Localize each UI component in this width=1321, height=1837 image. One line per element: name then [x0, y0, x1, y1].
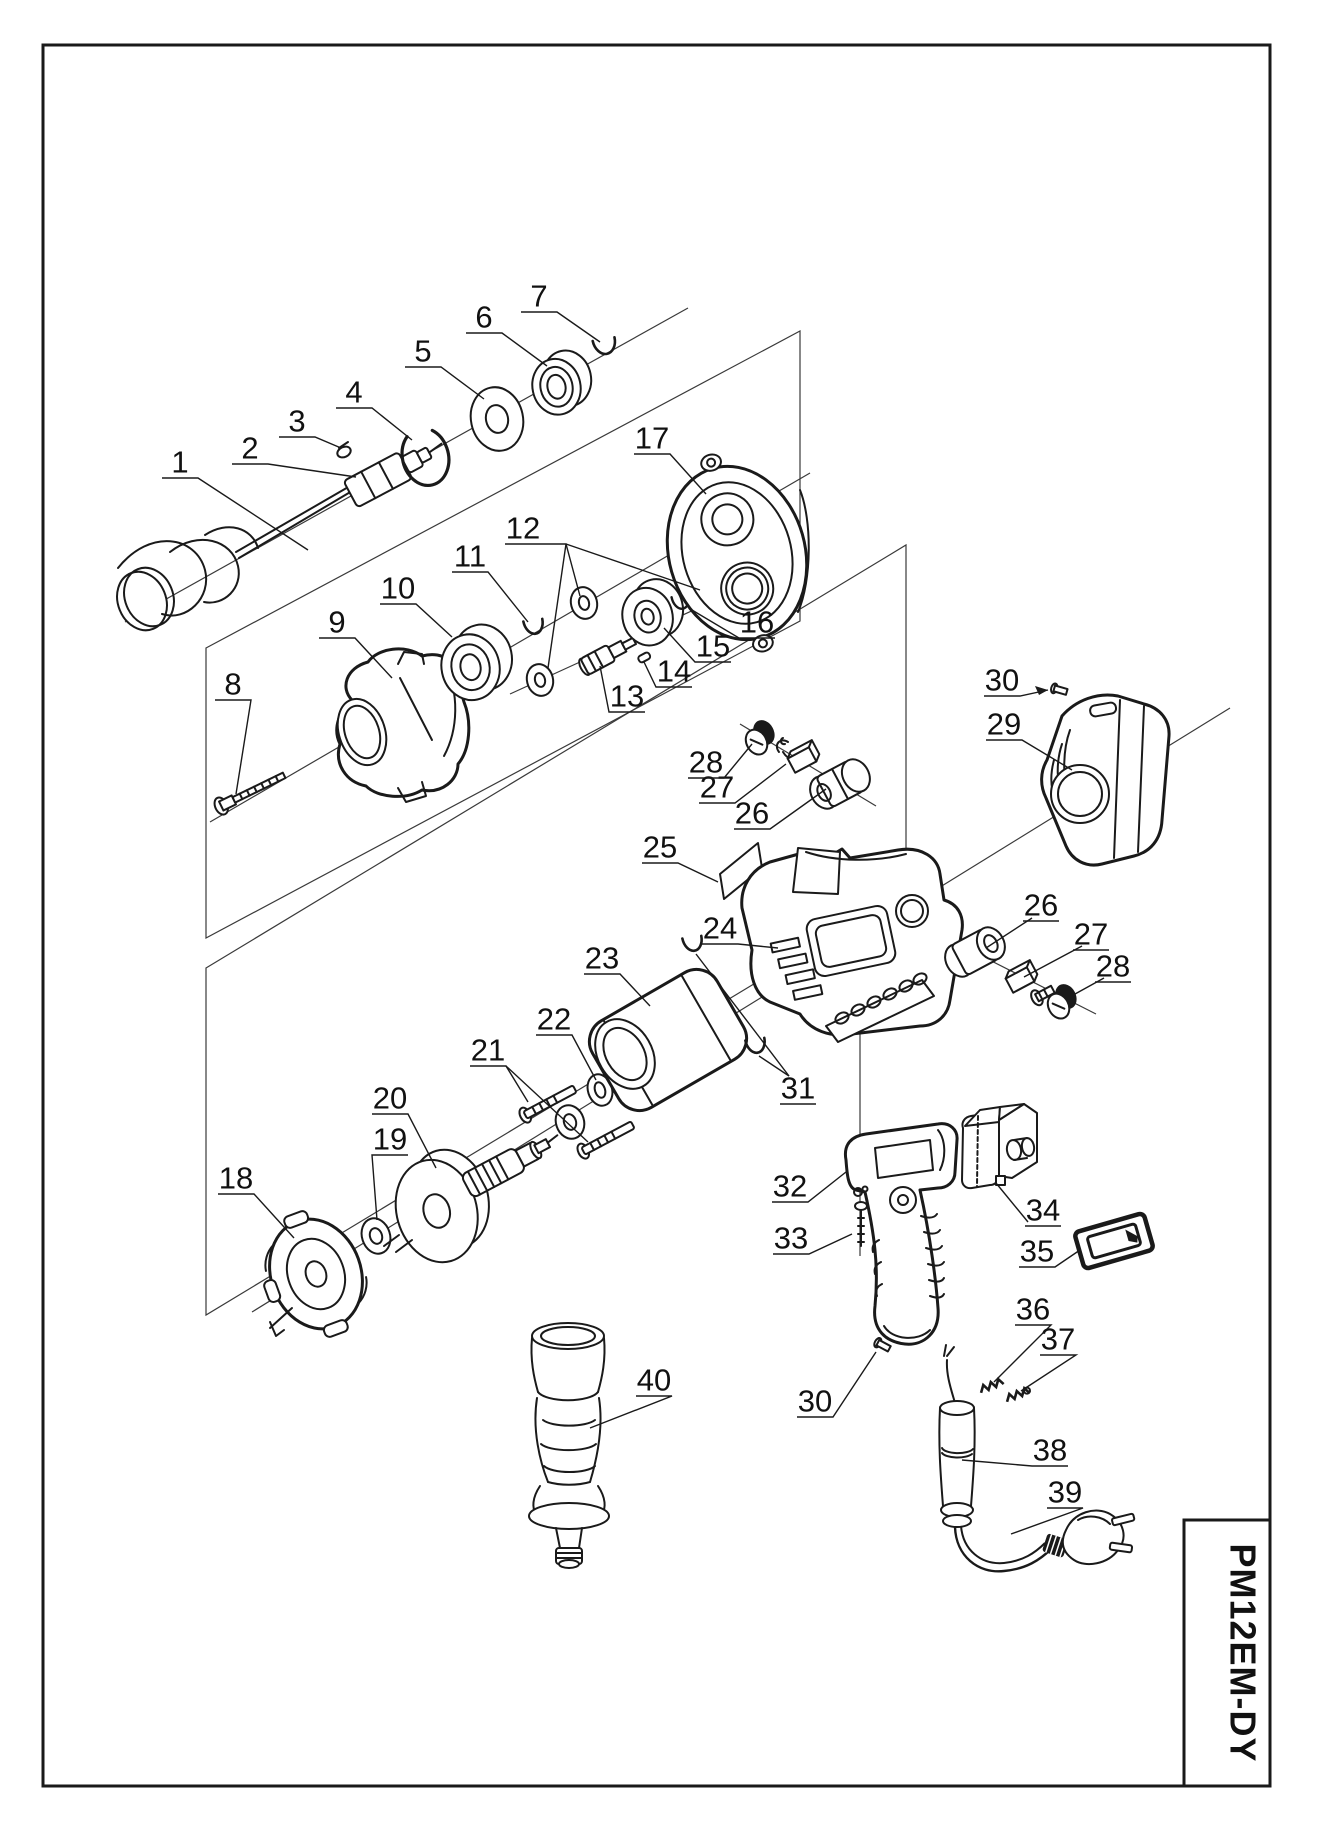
callout-number-21: 21	[470, 1032, 506, 1068]
callout-number-28: 28	[1095, 948, 1131, 984]
callout-number-20: 20	[372, 1080, 408, 1116]
callout-number-30: 30	[984, 662, 1020, 698]
callout-number-10: 10	[380, 570, 416, 606]
callout-number-28: 28	[688, 744, 724, 780]
callout-number-26: 26	[1023, 887, 1059, 923]
callout-number-11: 11	[453, 538, 487, 574]
callout-number-17: 17	[634, 420, 670, 456]
title-block-text: PM12EM-DY	[1222, 1543, 1264, 1763]
callout-number-40: 40	[636, 1362, 672, 1398]
callout-number-32: 32	[772, 1168, 808, 1204]
callout-number-33: 33	[773, 1220, 809, 1256]
callout-number-5: 5	[414, 333, 432, 369]
callout-number-24: 24	[702, 910, 738, 946]
callout-number-7: 7	[530, 278, 548, 314]
callout-number-39: 39	[1047, 1474, 1083, 1510]
callout-number-8: 8	[224, 666, 242, 702]
callout-number-23: 23	[584, 940, 620, 976]
callout-number-4: 4	[345, 374, 363, 410]
callout-number-31: 31	[780, 1070, 816, 1106]
callout-number-19: 19	[372, 1121, 408, 1157]
callout-number-30: 30	[797, 1383, 833, 1419]
callout-number-3: 3	[288, 403, 306, 439]
callout-number-9: 9	[328, 604, 346, 640]
callout-number-12: 12	[505, 510, 541, 546]
callout-number-29: 29	[986, 706, 1022, 742]
callout-number-37: 37	[1040, 1321, 1076, 1357]
callout-number-35: 35	[1019, 1233, 1055, 1269]
callout-number-2: 2	[241, 430, 259, 466]
callout-number-27: 27	[699, 769, 735, 805]
callout-number-27: 27	[1073, 916, 1109, 952]
callout-number-6: 6	[475, 299, 493, 335]
callout-number-38: 38	[1032, 1432, 1068, 1468]
callout-number-16: 16	[739, 604, 775, 640]
callout-number-36: 36	[1015, 1291, 1051, 1327]
callout-number-18: 18	[218, 1160, 254, 1196]
callout-number-22: 22	[536, 1001, 572, 1037]
callout-number-26: 26	[734, 795, 770, 831]
callout-number-25: 25	[642, 829, 678, 865]
callout-number-34: 34	[1025, 1192, 1061, 1228]
callout-number-13: 13	[609, 678, 645, 714]
callout-number-15: 15	[695, 628, 731, 664]
callout-number-14: 14	[656, 653, 692, 689]
title-block	[1184, 1520, 1270, 1786]
callout-number-1: 1	[171, 444, 189, 480]
